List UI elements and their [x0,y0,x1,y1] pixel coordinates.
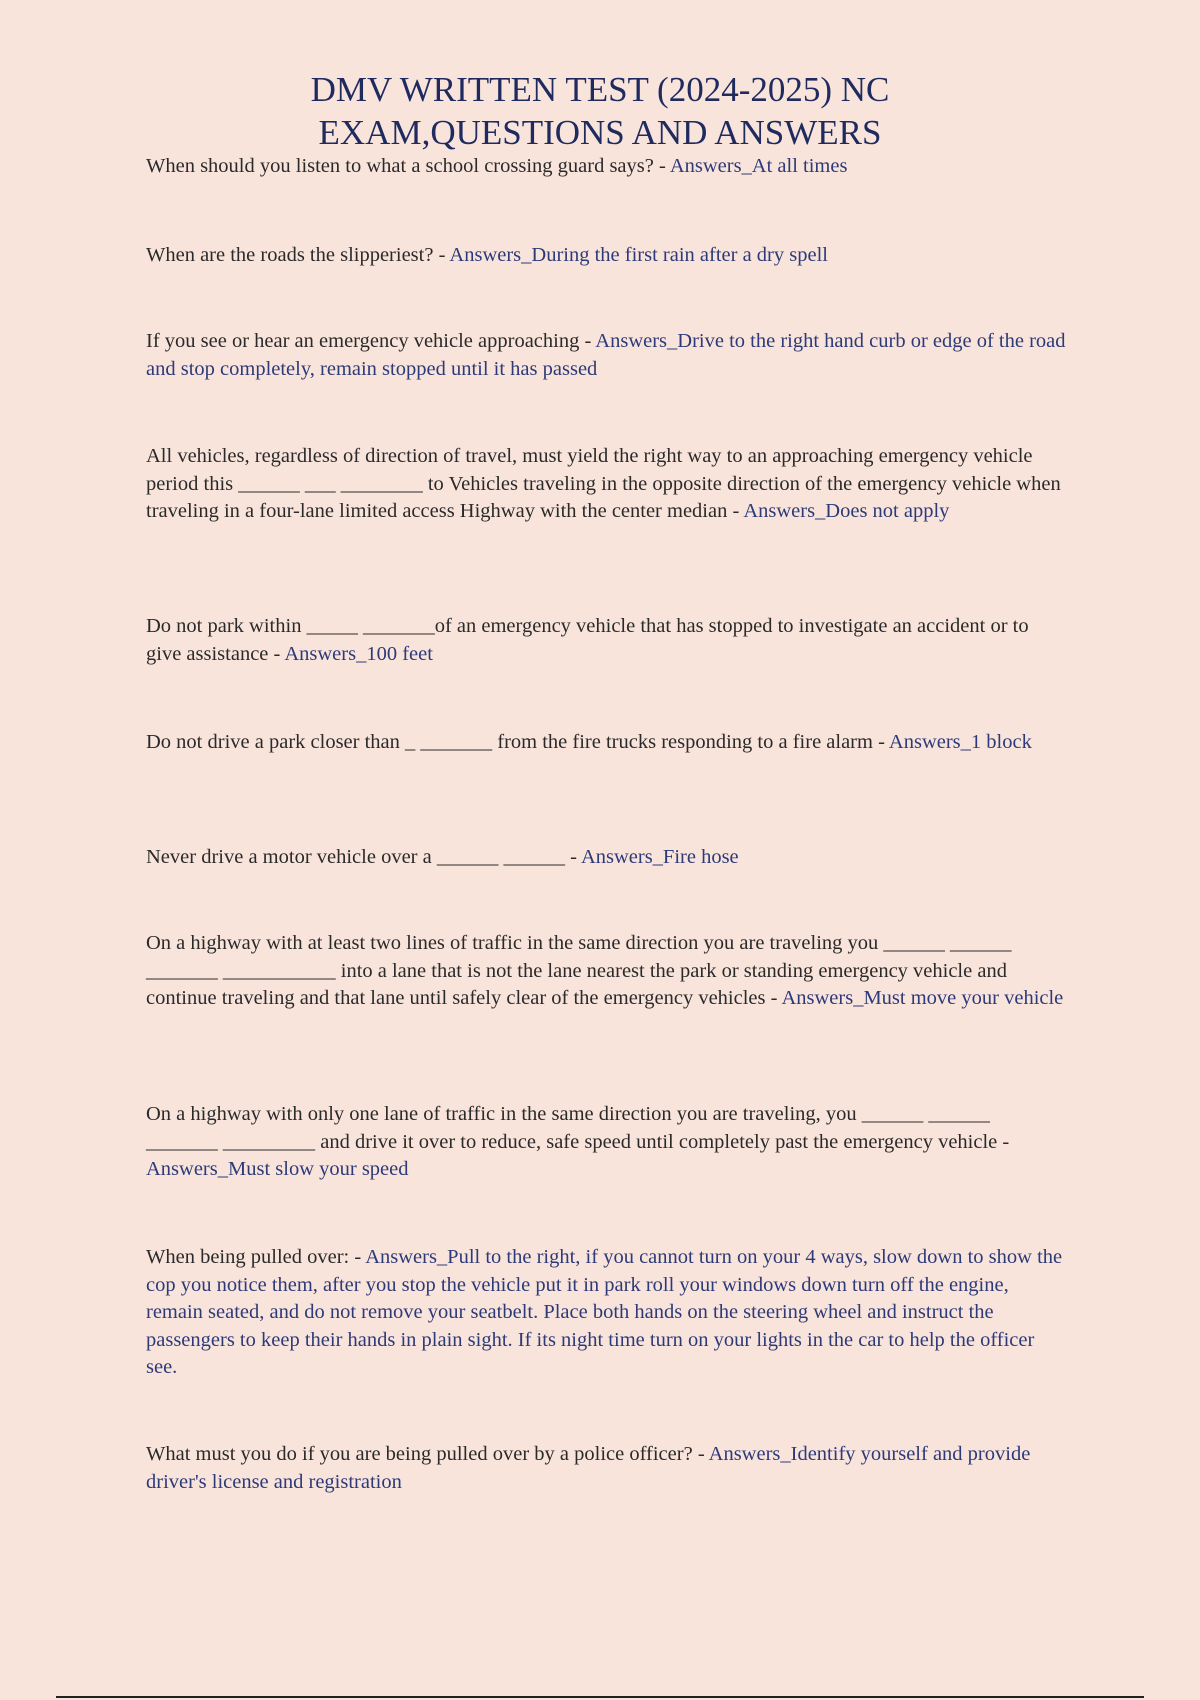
separator: - [653,155,670,177]
answer-text: Answers_Must move your vehicle [781,987,1064,1009]
separator: - [872,731,889,753]
answer-text: Answers_Fire hose [580,846,739,868]
qa-item [146,930,1066,1013]
question-text: When being pulled over: [146,1246,350,1268]
question-text: When are the roads the slipperiest? [146,244,434,266]
question-text: Do not park within _____ _______of an emergency vehicle that has stopped to investigate an accident or to give assistance [146,615,1029,665]
question-text: Never drive a motor vehicle over a ______ ______ [146,846,565,868]
separator: - [564,846,581,868]
separator: - [349,1246,366,1268]
answer-text: Answers_At all times [669,155,848,177]
title-line-2: EXAM,QUESTIONS AND ANSWERS [318,113,882,152]
answer-text: Answers_Identify yourself and provide driver's license and registration [146,1443,1031,1493]
question-text: If you see or hear an emergency vehicle approaching [146,330,580,352]
answer-text: Answers_Must slow your speed [146,1158,409,1180]
qa-item [146,328,1066,383]
qa-item [146,1101,1066,1184]
page-bottom-rule [56,1696,1144,1698]
title-line-1: DMV WRITTEN TEST (2024-2025) NC [310,70,890,109]
separator: - [997,1130,1010,1153]
answer-text: Answers_Drive to the right hand curb or edge of the road and stop completely, remain stopped until it has passed [146,330,1066,380]
separator: - [579,330,596,352]
qa-item [146,729,1066,757]
separator: - [433,244,450,266]
qa-item [146,1244,1066,1382]
question-text: Do not drive a park closer than _ _______ from the fire trucks responding to a fire alarm [146,731,873,753]
question-text: When should you listen to what a school crossing guard says? [146,155,654,177]
question-text: On a highway with at least two lines of traffic in the same direction you are traveling you ______ ______ _______ ___________ into a lane that is not the lane nearest the park or standing emergency vehicle and continue traveling and that lane until safely clear of the emergency vehicles [146,932,1012,1009]
answer-text: Answers_1 block [888,731,1032,753]
answer-text: Answers_100 feet [284,642,433,665]
question-text: What must you do if you are being pulled over by a police officer? [146,1443,693,1465]
separator: - [765,987,782,1009]
qa-item [146,443,1066,526]
document-title [0,68,1200,154]
qa-item [146,242,1066,270]
question-text: All vehicles, regardless of direction of travel, must yield the right way to an approaching emergency vehicle period this ______ ___ ________ to Vehicles traveling in the opposite direction of the emergency vehicle when traveling in a four-lane limited access Highway with the center median [146,445,1061,522]
qa-item [146,613,1066,668]
qa-item [146,844,1066,872]
answer-text: Answers_Does not apply [743,500,950,522]
answer-text: Answers_During the first rain after a dry spell [449,244,828,266]
answer-text: Answers_Pull to the right, if you cannot turn on your 4 ways, slow down to show the cop you notice them, after you stop the vehicle put it in park roll your windows down turn off the engine, remain seated, and do not remove your seatbelt. Place both hands on the steering wheel and instruct the passengers to keep their hands in plain sight. If its night time turn on your lights in the car to help the officer see. [146,1246,1063,1378]
separator: - [692,1443,709,1465]
qa-item [146,153,1066,181]
separator: - [268,642,285,665]
question-text: On a highway with only one lane of traffic in the same direction you are traveling, you ______ ______ _______ _________ and drive it over to reduce, safe speed until completely past the emergency vehicle [146,1103,998,1153]
qa-item [146,1441,1066,1496]
separator: - [727,500,744,522]
